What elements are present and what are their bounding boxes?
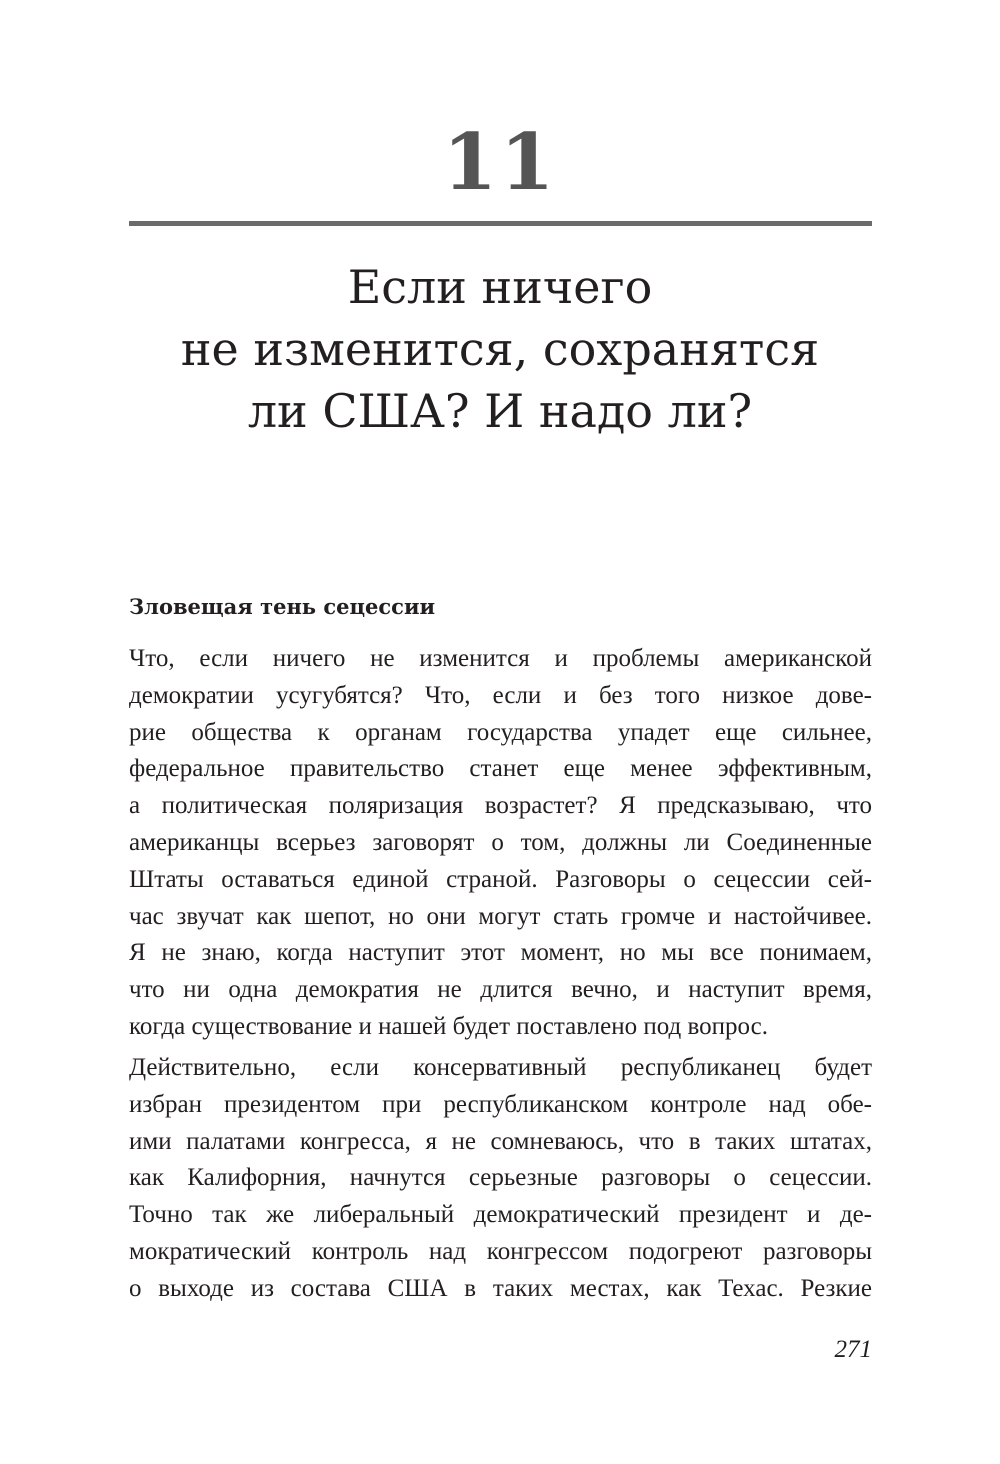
text-line: американцы всерьез заговорят о том, должны ли Соединенные [129,828,872,856]
chapter-title-line: ли США? И надо ли? [247,384,753,438]
text-line: федеральное правительство станет еще менее эффективным, [129,755,872,783]
text-line: Я не знаю, когда наступит этот момент, но мы все понимаем, [129,939,872,967]
text-line: ими палатами конгресса, я не сомневаюсь, что в таких штатах, [129,1127,872,1155]
text-line: Точно так же либеральный демократический президент и де- [129,1201,872,1229]
page-number: 271 [834,1336,872,1363]
body-paragraph [129,1050,872,1308]
text-line: Что, если ничего не изменится и проблемы американской [129,645,872,672]
text-line: когда существование и нашей будет поставлено под вопрос. [129,1012,768,1040]
chapter-number: 11 [442,117,558,208]
chapter-title-line: Если ничего [347,260,653,314]
chapter-divider [129,221,872,226]
text-line: а политическая поляризация возрастет? Я предсказываю, что [129,792,872,820]
chapter-title [100,256,900,442]
chapter-title-line: не изменится, сохранятся [180,322,820,376]
text-line: Действительно, если консервативный республиканец будет [129,1054,872,1081]
text-line: демократии усугубятся? Что, если и без того низкое дове- [129,681,872,709]
text-line: Штаты оставаться единой страной. Разговоры о сецессии сей- [129,865,872,893]
text-line: рие общества к органам государства упадет еще сильнее, [129,718,872,746]
text-line: избран президентом при республиканском контроле над обе- [129,1090,872,1118]
body-paragraph [129,641,872,1046]
text-line: о выходе из состава США в таких местах, как Техас. Резкие [129,1274,872,1302]
text-line: мократический контроль над конгрессом подогреют разговоры [129,1237,872,1265]
text-line: час звучат как шепот, но они могут стать громче и настойчивее. [129,902,872,930]
text-line: что ни одна демократия не длится вечно, и наступит время, [129,976,872,1004]
section-heading: Зловещая тень сецессии [129,594,436,619]
text-line: как Калифорния, начнутся серьезные разговоры о сецессии. [129,1164,872,1192]
